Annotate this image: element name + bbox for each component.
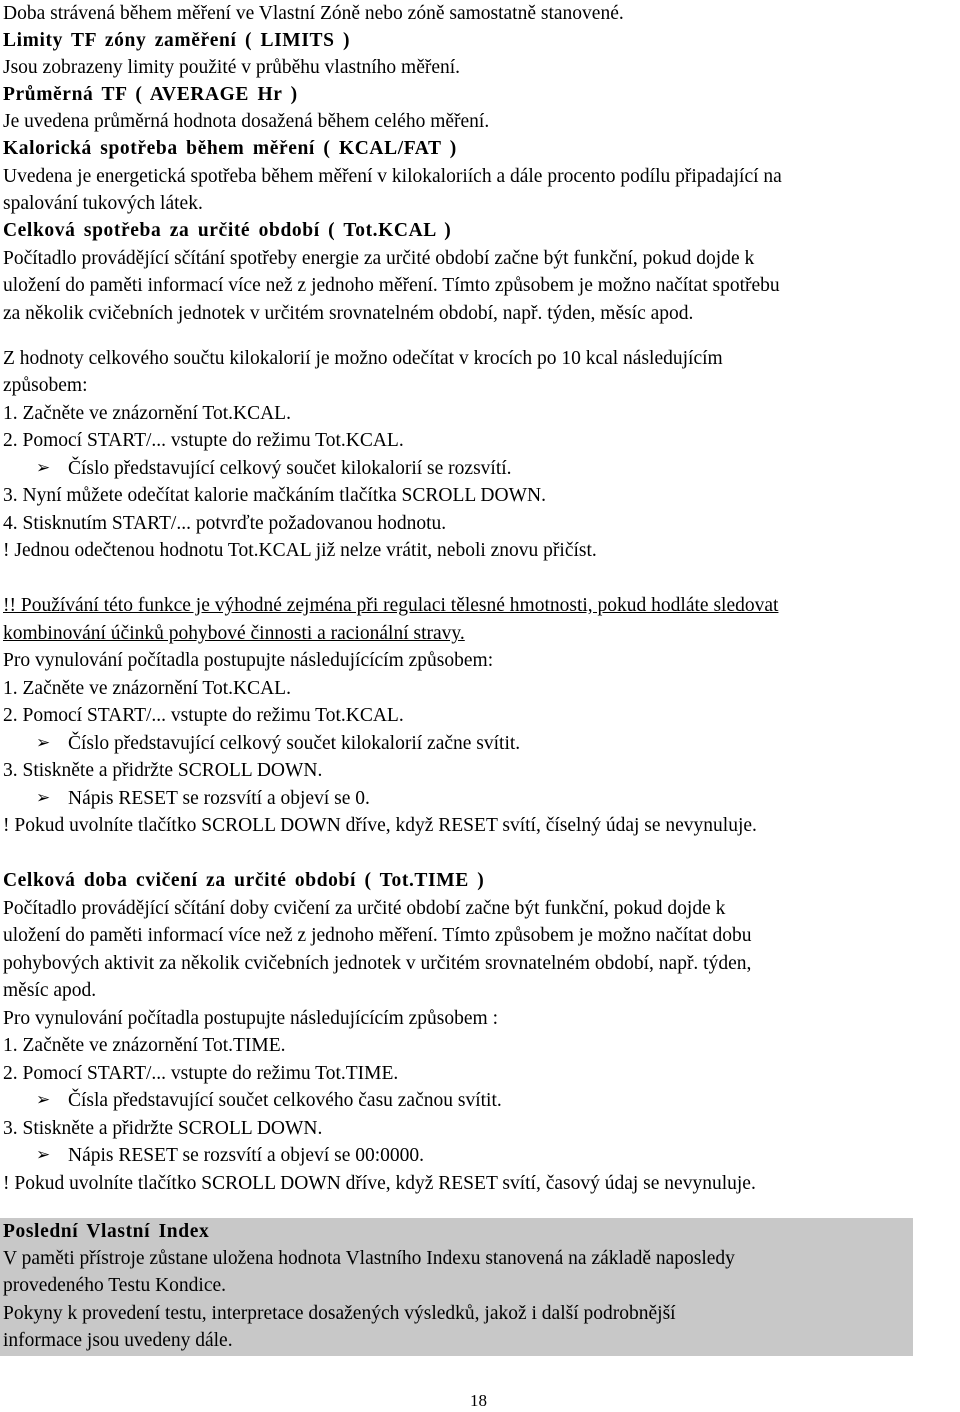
text-line: informace jsou uvedeny dále. xyxy=(3,1330,233,1351)
section-heading: Průměrná TF ( AVERAGE Hr ) xyxy=(3,84,298,105)
text-line: Pro vynulování počítadla postupujte následujícícím způsobem : xyxy=(3,1008,498,1029)
section-heading: Poslední Vlastní Index xyxy=(3,1221,210,1242)
text-line: uložení do paměti informací více než z jednoho měření. Tímto způsobem je možno načítat spotřebu xyxy=(3,275,780,296)
text-line: provedeného Testu Kondice. xyxy=(3,1275,227,1296)
text-line: Je uvedena průměrná hodnota dosažená během celého měření. xyxy=(3,111,490,132)
list-item: 3. Stiskněte a přidržte SCROLL DOWN. xyxy=(3,760,323,781)
section-heading: Celková spotřeba za určité období ( Tot.KCAL ) xyxy=(3,220,452,241)
text-line: Počítadlo provádějící sčítání spotřeby energie za určité období začne být funkční, pokud dojde k xyxy=(3,248,755,269)
text-line: měsíc apod. xyxy=(3,980,97,1001)
bullet-item: Čísla představující součet celkového času začnou svítit. xyxy=(68,1090,502,1111)
text-line: Uvedena je energetická spotřeba během měření v kilokaloriích a dále procento podílu připadající na xyxy=(3,166,782,187)
list-item: 4. Stisknutím START/... potvrďte požadovanou hodnotu. xyxy=(3,513,447,534)
list-item: 1. Začněte ve znázornění Tot.KCAL. xyxy=(3,403,291,424)
list-item: 2. Pomocí START/... vstupte do režimu Tot.KCAL. xyxy=(3,705,404,726)
bullet-item: Nápis RESET se rozsvítí a objeví se 0. xyxy=(68,788,370,809)
bullet-item: Číslo představující celkový součet kilokalorií začne svítit. xyxy=(68,733,521,754)
text-line: pohybových aktivit za několik cvičebních jednotek v určitém srovnatelném období, např. týden, xyxy=(3,953,752,974)
text-line: uložení do paměti informací více než z jednoho měření. Tímto způsobem je možno načítat dobu xyxy=(3,925,752,946)
text-line: Z hodnoty celkového součtu kilokalorií je možno odečítat v krocích po 10 kcal následujícím xyxy=(3,348,723,369)
text-line: ! Pokud uvolníte tlačítko SCROLL DOWN dříve, když RESET svítí, časový údaj se nevynuluje. xyxy=(3,1173,756,1194)
text-line: za několik cvičebních jednotek v určitém srovnatelném období, např. týden, měsíc apod. xyxy=(3,303,694,324)
list-item: 3. Nyní můžete odečítat kalorie mačkáním tlačítka SCROLL DOWN. xyxy=(3,485,546,506)
bullet-arrow-icon: ➢ xyxy=(36,458,51,478)
section-heading: Celková doba cvičení za určité období ( Tot.TIME ) xyxy=(3,870,485,891)
bullet-arrow-icon: ➢ xyxy=(36,733,51,753)
page-number: 18 xyxy=(470,1391,487,1410)
text-line: Doba strávená během měření ve Vlastní Zóně nebo zóně samostatně stanovené. xyxy=(3,3,624,24)
text-line: Pro vynulování počítadla postupujte následujícícím způsobem: xyxy=(3,650,494,671)
text-line: ! Pokud uvolníte tlačítko SCROLL DOWN dříve, když RESET svítí, číselný údaj se nevynuluje. xyxy=(3,815,757,836)
list-item: 1. Začněte ve znázornění Tot.KCAL. xyxy=(3,678,291,699)
bullet-item: Nápis RESET se rozsvítí a objeví se 00:0000. xyxy=(68,1145,425,1166)
bullet-arrow-icon: ➢ xyxy=(36,1090,51,1110)
underlined-note: kombinování účinků pohybové činnosti a racionální stravy. xyxy=(3,623,465,644)
bullet-item: Číslo představující celkový součet kilokalorií se rozsvítí. xyxy=(68,458,512,479)
text-line: Pokyny k provedení testu, interpretace dosažených výsledků, jakož i další podrobnější xyxy=(3,1303,676,1324)
section-heading: Kalorická spotřeba během měření ( KCAL/FAT ) xyxy=(3,138,457,159)
text-line: Jsou zobrazeny limity použité v průběhu vlastního měření. xyxy=(3,57,461,78)
text-line: spalování tukových látek. xyxy=(3,193,203,214)
text-line: způsobem: xyxy=(3,375,88,396)
list-item: 2. Pomocí START/... vstupte do režimu Tot.KCAL. xyxy=(3,430,404,451)
underlined-note: !! Používání této funkce je výhodné zejména při regulaci tělesné hmotnosti, pokud hodláte sledovat xyxy=(3,595,779,616)
text-line: V paměti přístroje zůstane uložena hodnota Vlastního Indexu stanovená na základě naposledy xyxy=(3,1248,735,1269)
list-item: 3. Stiskněte a přidržte SCROLL DOWN. xyxy=(3,1118,323,1139)
list-item: 1. Začněte ve znázornění Tot.TIME. xyxy=(3,1035,286,1056)
bullet-arrow-icon: ➢ xyxy=(36,1145,51,1165)
text-line: ! Jednou odečtenou hodnotu Tot.KCAL již nelze vrátit, neboli znovu přičíst. xyxy=(3,540,597,561)
bullet-arrow-icon: ➢ xyxy=(36,788,51,808)
list-item: 2. Pomocí START/... vstupte do režimu Tot.TIME. xyxy=(3,1063,399,1084)
text-line: Počítadlo provádějící sčítání doby cvičení za určité období začne být funkční, pokud dojde k xyxy=(3,898,726,919)
section-heading: Limity TF zóny zaměření ( LIMITS ) xyxy=(3,30,351,51)
